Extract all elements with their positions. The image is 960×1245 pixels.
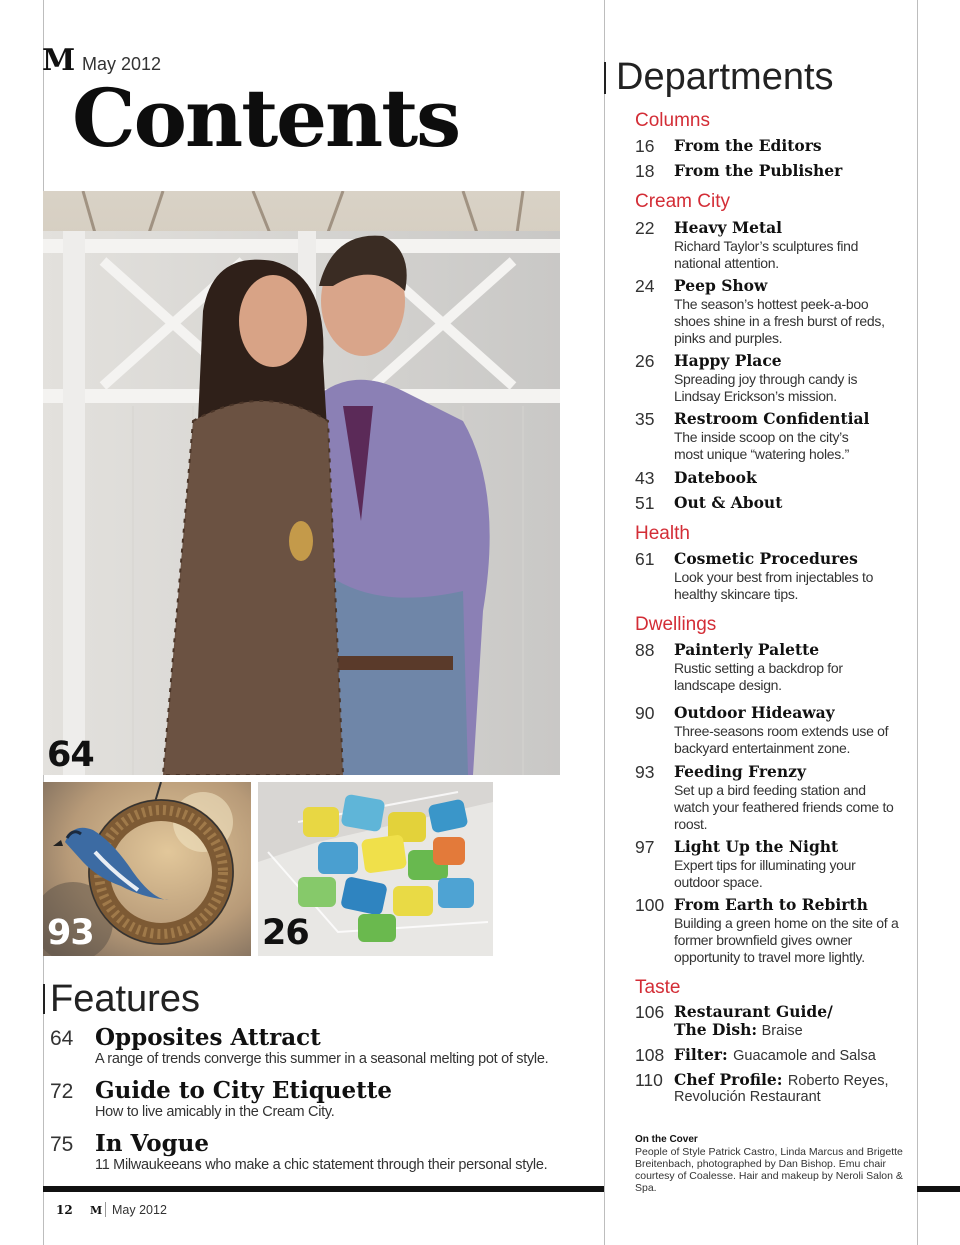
dept-subtitle: Roberto Reyes,: [787, 1073, 889, 1089]
bottom-rule-right: [917, 1186, 960, 1192]
departments-title-bar: [604, 62, 606, 94]
dept-page-number: 108: [635, 1045, 665, 1065]
dept-title: Restroom Confidential: [674, 409, 870, 428]
dept-page-number: 88: [635, 640, 655, 660]
footer-date: May 2012: [112, 1203, 167, 1217]
cover-credit-text: People of Style Patrick Castro, Linda Marcus and Brigette Breitenbach, photographed by Dan Bishop. Emu chair courtesy of Coalesse. Hair and makeup by Neroli Salon & Spa.: [635, 1146, 903, 1194]
dept-description: The inside scoop on the city’s most unique “watering holes.”: [674, 429, 849, 462]
dept-description: Spreading joy through candy is Lindsay Erickson’s mission.: [674, 371, 858, 404]
feature-title: Guide to City Etiquette: [95, 1077, 393, 1104]
photo-page-number-26: 26: [262, 913, 309, 953]
dept-description: Look your best from injectables to healthy skincare tips.: [674, 569, 874, 602]
dept-title: From the Editors: [674, 136, 822, 155]
dept-description: Expert tips for illuminating your outdoor space.: [674, 857, 856, 890]
couple-photo: [43, 191, 560, 775]
photo-page-number-64: 64: [47, 735, 94, 775]
dept-title: Chef Profile:: [674, 1070, 783, 1089]
bottom-rule-left: [43, 1186, 604, 1192]
dept-title: Light Up the Night: [674, 837, 839, 856]
dept-title: Restaurant Guide/: [674, 1002, 833, 1021]
departments-title: Departments: [616, 56, 834, 98]
dept-page-number: 16: [635, 136, 655, 156]
dept-page-number: 97: [635, 837, 655, 857]
feature-description: A range of trends converge this summer in a seasonal melting pot of style.: [95, 1051, 549, 1067]
dept-title: Datebook: [674, 468, 757, 487]
right-column-rule: [917, 0, 918, 1245]
category-taste: Taste: [635, 977, 681, 998]
dept-page-number: 51: [635, 493, 655, 513]
category-columns: Columns: [635, 110, 710, 131]
dept-title: Out & About: [674, 493, 783, 512]
dept-page-number: 106: [635, 1002, 665, 1022]
blue-jay-bird-feeder-photo: [43, 782, 251, 956]
dept-description: Rustic setting a backdrop for landscape design.: [674, 660, 843, 693]
dept-description: Richard Taylor’s sculptures find national attention.: [674, 238, 859, 271]
dept-page-number: 100: [635, 895, 665, 915]
issue-date: May 2012: [82, 54, 162, 74]
center-column-rule: [604, 0, 605, 1245]
dept-page-number: 90: [635, 703, 655, 723]
feature-title: Opposites Attract: [95, 1024, 321, 1051]
feature-page-number: 75: [50, 1133, 74, 1156]
dept-title: Painterly Palette: [674, 640, 820, 659]
dept-page-number: 61: [635, 549, 655, 569]
dept-title: From the Publisher: [674, 161, 843, 180]
dept-page-number: 43: [635, 468, 655, 488]
dept-title: Happy Place: [674, 351, 782, 370]
dept-page-number: 24: [635, 276, 655, 296]
dept-title: Outdoor Hideaway: [674, 703, 835, 722]
dept-title-line2: [674, 1020, 803, 1042]
feature-page-number: 64: [50, 1027, 74, 1050]
dept-subtitle: Guacamole and Salsa: [733, 1048, 876, 1064]
features-title-bar: [43, 984, 45, 1014]
dept-description: Three-seasons room extends use of backyard entertainment zone.: [674, 723, 889, 756]
dept-page-number: 22: [635, 218, 655, 238]
couple-photo-art: [43, 191, 560, 775]
features-title: Features: [50, 978, 200, 1020]
cover-credit-heading: On the Cover: [635, 1134, 698, 1145]
dept-title: Filter:: [674, 1045, 728, 1064]
dept-title: Heavy Metal: [674, 218, 783, 237]
feature-description: 11 Milwaukeeans who make a chic statement through their personal style.: [95, 1157, 548, 1173]
dept-description: Set up a bird feeding station and watch your feathered friends come to roost.: [674, 782, 894, 832]
dept-title-row: [674, 1070, 889, 1091]
footer-separator: [105, 1202, 106, 1217]
dept-title: From Earth to Rebirth: [674, 895, 868, 914]
footer-logo: M: [90, 1204, 103, 1217]
dept-subtitle: Braise: [761, 1023, 803, 1039]
feature-title: In Vogue: [95, 1130, 210, 1157]
dept-title: Peep Show: [674, 276, 768, 295]
dept-title-row: [674, 1045, 876, 1066]
dept-page-number: 35: [635, 409, 655, 429]
category-cream-city: Cream City: [635, 191, 731, 212]
dept-title: Feeding Frenzy: [674, 762, 806, 781]
sponge-candy-photo: [258, 782, 493, 956]
dept-subtitle-line2: Revolución Restaurant: [674, 1089, 821, 1105]
page-title: Contents: [72, 71, 460, 165]
dept-title-continued: The Dish:: [674, 1020, 758, 1039]
dept-title: Cosmetic Procedures: [674, 549, 858, 568]
dept-description: The season’s hottest peek-a-boo shoes shine in a fresh burst of reds, pinks and purples.: [674, 296, 885, 346]
category-dwellings: Dwellings: [635, 614, 717, 635]
page-folio: 12: [56, 1203, 73, 1217]
dept-page-number: 26: [635, 351, 655, 371]
magazine-logo: M: [42, 43, 75, 78]
feature-page-number: 72: [50, 1080, 74, 1103]
photo-page-number-93: 93: [47, 913, 94, 953]
dept-page-number: 18: [635, 161, 655, 181]
dept-page-number: 93: [635, 762, 655, 782]
dept-description: Building a green home on the site of a former brownfield gives owner opportunity to travel more lightly.: [674, 915, 899, 965]
feature-description: How to live amicably in the Cream City.: [95, 1104, 335, 1120]
dept-page-number: 110: [635, 1070, 663, 1090]
category-health: Health: [635, 523, 690, 544]
